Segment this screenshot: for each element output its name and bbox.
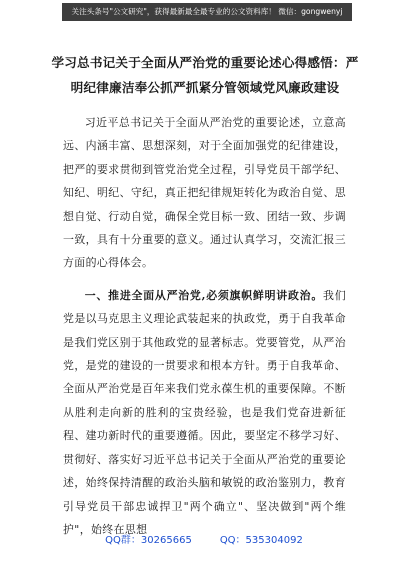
section-1-heading: 一、推进全面从严治党,必须旗帜鲜明讲政治。: [84, 288, 324, 302]
footer-contact-banner: [0, 532, 408, 550]
section-1-paragraph: [63, 284, 346, 541]
footer-qq-group: QQ群：30265665: [105, 535, 192, 546]
section-1-body: 我们党是以马克思主义理论武装起来的执政党，勇于自我革命是我们党区别于其他政党的显著标志。党要管党，从严治党，是党的建设的一贯要求和根本方针。勇于自我革命、全面从严治党是百年来我们党永葆生机的重要保障。不断从胜利走向新的胜利的宝贵经验，也是我们党奋进新征程、建功新时代的重要遵循。因此，要坚定不移学习好、贯彻好、落实好习近平总书记关于全面从严治党的重要论述，始终保持清醒的政治头脑和敏锐的政治鉴别力，教育引导党员干部忠诚捍卫"两个确立"、坚决做到"两个维护"，始终在思想: [63, 288, 346, 536]
intro-paragraph: 习近平总书记关于全面从严治党的重要论述，立意高远、内涵丰富、思想深刻，对于全面加强党的纪律建设，把严的要求贯彻到管党治党全过程，引导党员干部学纪、知纪、明纪、守纪，真正把纪律规矩转化为政治自觉、思想自觉、行动自觉，确保全党目标一致、团结一致、步调一致，具有十分重要的意义。通过认真学习，交流汇报三方面的心得体会。: [63, 116, 346, 270]
footer-qq-number: QQ：535304092: [219, 535, 303, 546]
top-promo-banner: 关注头条号"公文研究"，获得最新最全最专业的公文资料库！ 微信：gongwenyj: [62, 3, 352, 21]
document-title: 学习总书记关于全面从严治党的重要论述心得感悟：严明纪律廉洁奉公抓严抓紧分管领域党风廉政建设: [51, 55, 359, 95]
document-body: [63, 111, 346, 541]
